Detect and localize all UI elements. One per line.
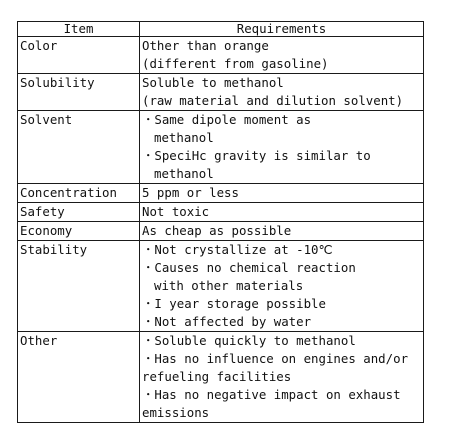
- row-item-label: Safety: [20, 204, 65, 219]
- table-row: [18, 222, 424, 241]
- requirement-line: methanol: [154, 166, 214, 181]
- table-row: [18, 184, 424, 203]
- requirement-line: with other materials: [154, 278, 304, 293]
- requirement-line: ・Has no negative impact on exhaust: [142, 387, 401, 402]
- requirement-line: ・I year storage possible: [142, 296, 326, 311]
- row-item-label: Solvent: [20, 112, 73, 127]
- requirement-line: Soluble to methanol: [142, 75, 284, 90]
- row-item-cell: [18, 241, 140, 332]
- requirement-line: ・Soluble quickly to methanol: [142, 333, 356, 348]
- requirements-table: [17, 21, 424, 423]
- requirement-line: (different from gasoline): [142, 56, 329, 71]
- requirement-line: ・SpeciHc gravity is similar to: [142, 148, 371, 163]
- row-requirements-cell: [140, 203, 424, 222]
- row-item-cell: [18, 222, 140, 241]
- requirement-line: ・Causes no chemical reaction: [142, 260, 356, 275]
- row-requirements-cell: [140, 241, 424, 332]
- header-requirements: Requirements: [140, 22, 424, 37]
- requirement-line: methanol: [154, 130, 214, 145]
- row-item-cell: [18, 184, 140, 203]
- requirement-line: refueling facilities: [142, 369, 292, 384]
- row-item-label: Economy: [20, 223, 73, 238]
- table-row: [18, 241, 424, 332]
- requirement-line: ・Same dipole moment as: [142, 112, 312, 127]
- header-row: [18, 22, 424, 37]
- table-row: [18, 37, 424, 74]
- row-item-label: Other: [20, 333, 58, 348]
- requirement-line: (raw material and dilution solvent): [142, 93, 404, 108]
- row-item-label: Concentration: [20, 185, 117, 200]
- row-requirements-cell: [140, 222, 424, 241]
- table-row: [18, 332, 424, 423]
- requirement-line: ・Not crystallize at -10℃: [142, 242, 333, 257]
- row-item-label: Stability: [20, 242, 88, 257]
- row-requirements-cell: [140, 111, 424, 184]
- row-item-cell: [18, 74, 140, 111]
- table-row: [18, 111, 424, 184]
- row-item-label: Solubility: [20, 75, 95, 90]
- row-item-cell: [18, 37, 140, 74]
- row-requirements-cell: [140, 332, 424, 423]
- table-row: [18, 203, 424, 222]
- table-body: [18, 37, 424, 423]
- row-item-cell: [18, 203, 140, 222]
- requirement-line: Other than orange: [142, 38, 269, 53]
- row-requirements-cell: [140, 37, 424, 74]
- requirement-line: 5 ppm or less: [142, 185, 239, 200]
- row-item-cell: [18, 332, 140, 423]
- row-requirements-cell: [140, 74, 424, 111]
- table-row: [18, 74, 424, 111]
- requirement-line: As cheap as possible: [142, 223, 292, 238]
- row-requirements-cell: [140, 184, 424, 203]
- row-item-label: Color: [20, 38, 58, 53]
- header-item: Item: [18, 22, 140, 37]
- requirement-line: ・Not affected by water: [142, 314, 312, 329]
- requirement-line: ・Has no influence on engines and/or: [142, 351, 409, 366]
- row-item-cell: [18, 111, 140, 184]
- requirement-line: Not toxic: [142, 204, 210, 219]
- requirement-line: emissions: [142, 405, 210, 420]
